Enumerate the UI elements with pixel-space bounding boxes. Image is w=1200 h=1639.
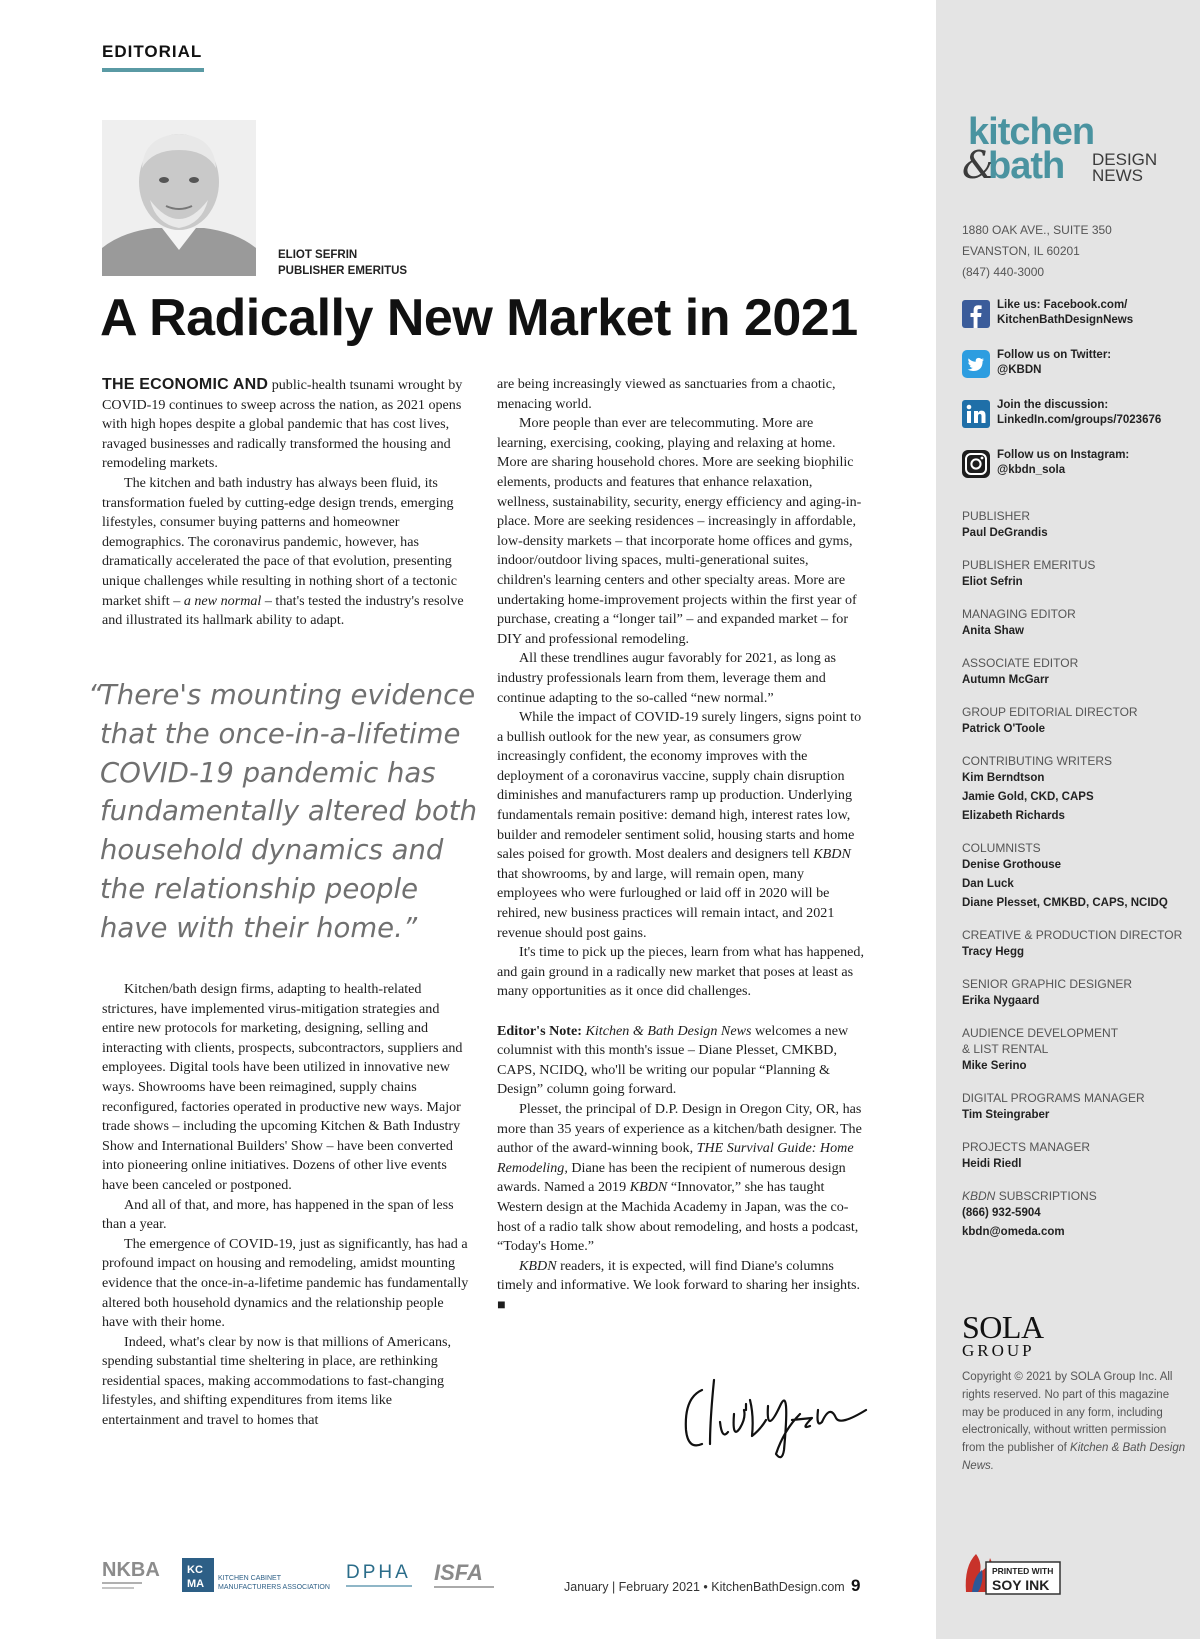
pull-quote (88, 676, 478, 948)
masthead-name: Eliot Sefrin (962, 576, 1023, 588)
masthead-name: Jamie Gold, CKD, CAPS (962, 791, 1094, 803)
svg-text:KITCHEN CABINET: KITCHEN CABINET (218, 1575, 282, 1582)
byline-name: ELIOT SEFRIN (278, 249, 358, 261)
masthead-name: Autumn McGarr (962, 674, 1049, 686)
svg-text:MANUFACTURERS ASSOCIATION: MANUFACTURERS ASSOCIATION (218, 1584, 330, 1591)
page-number: 9 (851, 1576, 861, 1595)
article-paragraph: And all of that, and more, has happened in the span of less than a year. (102, 1196, 454, 1233)
address: 1880 OAK AVE., SUITE 350 EVANSTON, IL 60201 (847) 440-3000 (962, 223, 1112, 279)
masthead-name: Erika Nygaard (962, 995, 1040, 1007)
masthead-name: Anita Shaw (962, 625, 1024, 637)
nkba-logo (100, 1556, 162, 1596)
svg-text:NKBA: NKBA (102, 1559, 160, 1581)
masthead-name: Tim Steingraber (962, 1109, 1050, 1121)
instagram-link[interactable]: Follow us on Instagram: @kbdn_sola (962, 448, 1192, 488)
masthead-sidebar (936, 0, 1200, 1639)
masthead-role: GROUP EDITORIAL DIRECTOR (962, 705, 1138, 719)
masthead-name: Elizabeth Richards (962, 810, 1065, 822)
masthead-name: Tracy Hegg (962, 946, 1024, 958)
masthead-name: Paul DeGrandis (962, 527, 1048, 539)
lead-in: THE ECONOMIC AND (102, 376, 269, 393)
masthead-list (962, 508, 1192, 1242)
kbdn-logo: kitchen & bath DESIGN NEWS (962, 111, 1158, 187)
svg-text:SOY INK: SOY INK (992, 1577, 1050, 1593)
editors-note: Editor's Note: Kitchen & Bath Design News welcomes a new columnist with this month's issue – Diane Plesset, CMKBD, CAPS, NCIDQ, who'll be writing our popular “Planning & Design” column going forward. (497, 1022, 849, 1098)
facebook-icon (962, 300, 990, 328)
masthead-role: AUDIENCE DEVELOPMENT & LIST RENTAL (962, 1026, 1118, 1056)
masthead-role: MANAGING EDITOR (962, 607, 1076, 621)
masthead-role: CONTRIBUTING WRITERS (962, 754, 1112, 768)
instagram-icon (962, 450, 990, 478)
twitter-link[interactable]: Follow us on Twitter: @KBDN (962, 348, 1192, 388)
masthead-role: PROJECTS MANAGER (962, 1140, 1091, 1154)
article-paragraph: It's time to pick up the pieces, learn from what has happened, and gain ground in a radically new market that poses at least as many opportunities as it once did challenges. (497, 944, 864, 1000)
editors-note-label: Editor's Note: (497, 1022, 582, 1039)
article-column-1-top (102, 375, 470, 631)
masthead-role: DIGITAL PROGRAMS MANAGER (962, 1091, 1145, 1105)
article-paragraph: The emergence of COVID-19, just as significantly, has had a profound impact on housing and remodeling, amidst mounting evidence that the once-in-a-lifetime pandemic has fundamentally altered both household dynamics and the relationship people have with their home. (102, 1235, 469, 1331)
soy-ink-badge (962, 1548, 1062, 1596)
author-portrait (102, 120, 256, 276)
article-column-2 (497, 375, 865, 1316)
dpha-logo (346, 1556, 418, 1596)
svg-text:ISFA: ISFA (434, 1560, 483, 1585)
author-signature (680, 1370, 870, 1462)
masthead-role: CREATIVE & PRODUCTION DIRECTOR (962, 928, 1183, 942)
byline-title: PUBLISHER EMERITUS (278, 265, 408, 277)
end-mark: ■ (497, 1296, 506, 1313)
subscription-email[interactable]: kbdn@omeda.com (962, 1226, 1065, 1238)
article-paragraph: While the impact of COVID-19 surely lingers, signs point to a bullish outlook for the new year, as consumers grow increasingly confident, the economy improves with the deployment of a coronavirus vaccine, supply chain disruption diminishes and manufacturers ramp up production. Underlying fundamentals remain positive: demand high, interest rates low, builder and remodeler sentiment solid, housing starts and home sales poised for growth. Most dealers and designers tell KBDN that showrooms, by and large, will remain open, many employees who were furloughed or laid off in 2020 will be rehired, new business practices will remain intact, and 2021 revenue should post gains. (497, 709, 862, 941)
masthead-role: PUBLISHER EMERITUS (962, 558, 1096, 572)
masthead-role: PUBLISHER (962, 509, 1031, 523)
article-paragraph: More people than ever are telecommuting. More are learning, exercising, cooking, playing and relaxing at home. More are sharing household chores. More are seeking biophilic elements, products and features that enhance relaxation, wellness, sustainability, security, energy efficiency and aging-in-place. More are seeking residences – increasingly in affordable, low-density markets – that incorporate home offices and gyms, indoor/outdoor living spaces, multi-generational suites, children's learning centers and other specialty areas. More are undertaking home-improvement projects within the first year of purchase, creating a “longer tail” – and expanded market – for DIY and professional remodeling. (497, 415, 862, 647)
byline (278, 247, 407, 279)
facebook-link[interactable]: Like us: Facebook.com/ KitchenBathDesignNews (962, 298, 1192, 338)
masthead-role: COLUMNISTS (962, 841, 1041, 855)
subscription-phone: (866) 932-5904 (962, 1207, 1041, 1219)
quote-mark: “ (88, 679, 103, 711)
headline: A Radically New Market in 2021 (100, 289, 858, 347)
editors-note-paragraph: KBDN readers, it is expected, will find Diane's columns timely and informative. We look forward to sharing her insights. ■ (497, 1257, 861, 1313)
section-rule (102, 68, 204, 72)
masthead-role: KBDN SUBSCRIPTIONS (962, 1189, 1097, 1203)
svg-text:DPHA: DPHA (346, 1562, 411, 1583)
masthead-role: SENIOR GRAPHIC DESIGNER (962, 977, 1133, 991)
pull-quote-text: There's mounting evidence that the once-in-a-lifetime COVID-19 pandemic has fundamentally altered both household dynamics and the relationship people have with their home.” (100, 679, 478, 944)
article-paragraph: THE ECONOMIC AND public-health tsunami wrought by COVID-19 continues to sweep across the nation, as 2021 opens with high hopes despite a global pandemic that has cost lives, ravaged businesses and radically transformed the housing and remodeling markets. (102, 376, 463, 472)
article-column-1-bottom (102, 980, 470, 1431)
masthead-name: Dan Luck (962, 878, 1014, 890)
masthead-name: Diane Plesset, CMKBD, CAPS, NCIDQ (962, 897, 1168, 909)
kcma-logo (182, 1556, 346, 1596)
article-paragraph: Indeed, what's clear by now is that millions of Americans, spending substantial time sheltering in place, are rethinking residential spaces, making accommodations to fast-changing lifestyles, and shifting expenditures from items like entertainment and travel to homes that (102, 1333, 452, 1429)
masthead-name: Heidi Riedl (962, 1158, 1022, 1170)
masthead-name: Patrick O'Toole (962, 723, 1046, 735)
svg-text:PRINTED WITH: PRINTED WITH (992, 1566, 1054, 1576)
copyright-notice: Copyright © 2021 by SOLA Group Inc. All rights reserved. No part of this magazine may be produced in any form, including electronically, without written permission from the publisher of Kitchen & Bath Design News. (962, 1371, 1186, 1472)
linkedin-icon (962, 400, 990, 428)
linkedin-link[interactable]: Join the discussion: LinkedIn.com/groups/7023676 (962, 398, 1192, 438)
section-label: EDITORIAL (102, 42, 203, 61)
masthead-name: Mike Serino (962, 1060, 1027, 1072)
article-paragraph: All these trendlines augur favorably for 2021, as long as industry professionals learn from them, leverage them and continue adapting to the so-called “new normal.” (497, 650, 837, 706)
sola-group-logo: SOLA GROUP (962, 1309, 1044, 1360)
masthead-name: Kim Berndtson (962, 772, 1045, 784)
masthead-name: Denise Grothouse (962, 859, 1062, 871)
issue-line: January | February 2021 • KitchenBathDesign.com (564, 1580, 845, 1594)
editors-note-paragraph: Plesset, the principal of D.P. Design in Oregon City, OR, has more than 35 years of experience as a kitchen/bath designer. The author of the award-winning book, THE Survival Guide: Home Remodeling, Diane has been the recipient of numerous design awards. Named a 2019 KBDN “Innovator,” she has taught Western design at the Machida Academy in Japan, was the co-host of a radio talk show about remodeling, and hosts a podcast, “Today's Home.” (497, 1100, 862, 1255)
article-paragraph: Kitchen/bath design firms, adapting to health-related strictures, have implemented virus-mitigation strategies and entire new protocols for marketing, designing, selling and interacting with clients, prospects, subcontractors, suppliers and employees. Digital tools have been utilized in innovative new ways. Showrooms have been reimagined, supply chains reconfigured, factories operated in productive new ways. Major trade shows – including the upcoming Kitchen & Bath Industry Show and International Builders' Show – have been converted into pioneering online initiatives. Dozens of other live events have been canceled or postponed. (102, 981, 463, 1193)
masthead-role: ASSOCIATE EDITOR (962, 656, 1079, 670)
svg-text:MA: MA (187, 1578, 205, 1590)
isfa-logo (434, 1556, 500, 1596)
twitter-icon (962, 350, 990, 378)
article-paragraph: are being increasingly viewed as sanctuaries from a chaotic, menacing world. (497, 376, 836, 412)
article-paragraph: The kitchen and bath industry has always been fluid, its transformation fueled by cutting-edge design trends, emerging lifestyles, consumer buying patterns and homeowner demographics. The coronavirus pandemic, however, has dramatically accelerated the pace of that evolution, presenting unique challenges while resulting in nothing short of a tectonic market shift – a new normal – that's tested the industry's resolve and illustrated its hallmark ability to adapt. (102, 474, 464, 629)
svg-text:KC: KC (187, 1564, 203, 1576)
